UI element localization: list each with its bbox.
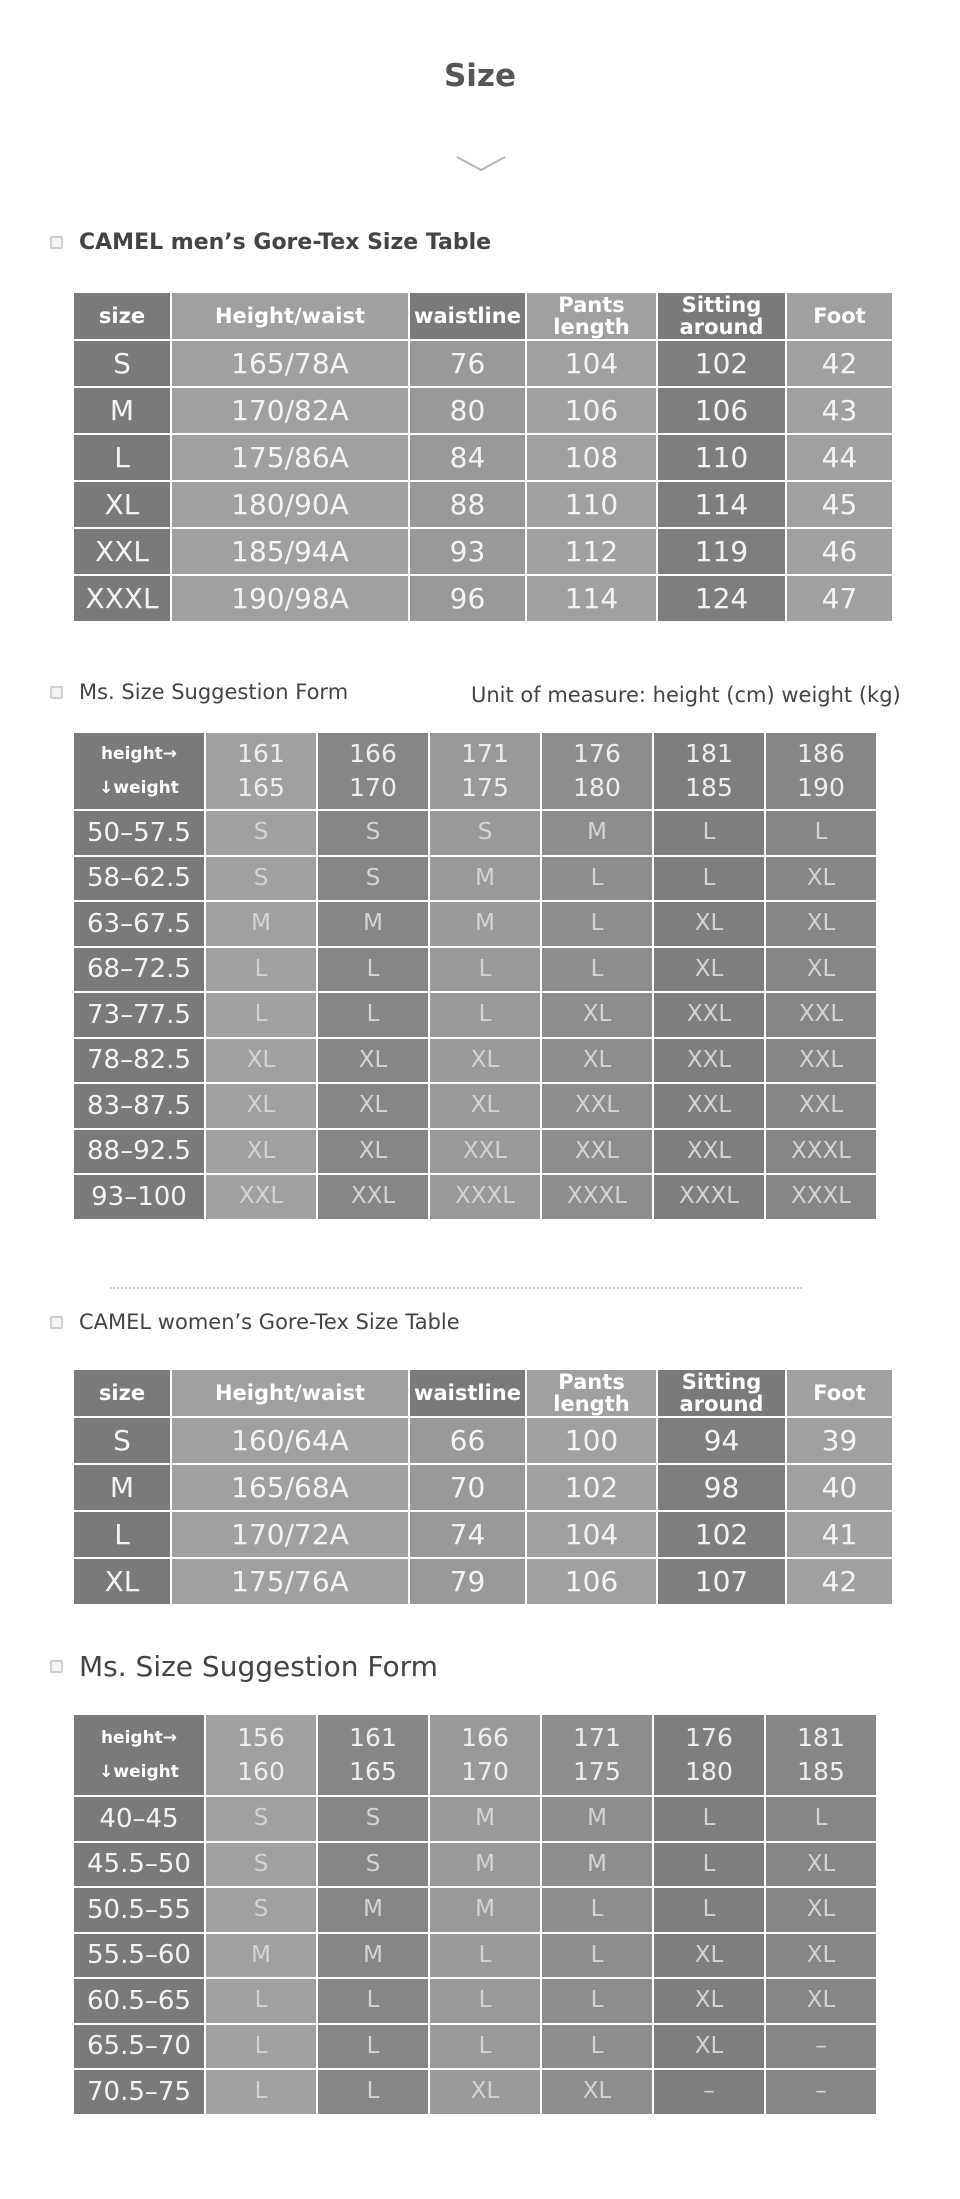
height-range-start: 156 [237,1723,285,1752]
size-suggestion-cell: L [542,902,652,946]
size-suggestion-cell: L [318,2070,428,2114]
header-cell: size [74,293,170,339]
height-range-header [654,1715,764,1795]
height-range-end: 170 [461,1757,509,1786]
table-cell: 96 [410,576,525,621]
height-range-end: 165 [349,1757,397,1786]
size-suggestion-cell: XL [654,948,764,992]
size-suggestion-cell: M [430,1888,540,1932]
size-suggestion-cell: XXXL [766,1130,876,1174]
size-suggestion-cell: L [318,2025,428,2069]
size-suggestion-cell: XL [766,1934,876,1978]
height-range-end: 180 [685,1757,733,1786]
size-suggestion-cell: M [318,1888,428,1932]
height-range-header [206,1715,316,1795]
header-cell [527,293,656,339]
size-suggestion-cell: L [206,993,316,1037]
women-suggestion-table [74,1715,892,2114]
header-cell: Foot [787,1370,892,1416]
section-divider [110,1287,802,1289]
size-suggestion-cell: S [206,857,316,901]
table-cell: 39 [787,1418,892,1463]
size-suggestion-cell: S [206,1888,316,1932]
size-suggestion-cell: XXXL [766,1175,876,1219]
size-suggestion-cell: L [542,857,652,901]
size-suggestion-cell: L [206,2070,316,2114]
size-suggestion-cell: M [206,1934,316,1978]
weight-range-cell: 68–72.5 [74,948,204,992]
table-cell: 160/64A [172,1418,408,1463]
size-suggestion-cell: L [430,1979,540,2023]
table-cell: 47 [787,576,892,621]
size-suggestion-cell: XL [430,1084,540,1128]
header-cell: Height/waist [172,293,408,339]
size-label-cell: S [74,341,170,386]
table-cell: 106 [527,1559,656,1604]
size-suggestion-cell: S [318,1797,428,1841]
table-cell: 112 [527,529,656,574]
size-suggestion-cell: S [206,1843,316,1887]
height-range-header [542,733,652,809]
table-cell: 114 [658,482,785,527]
header-cell [527,1370,656,1416]
table-cell: 180/90A [172,482,408,527]
height-range-start: 186 [797,739,845,768]
size-suggestion-cell: XL [654,2025,764,2069]
height-range-end: 190 [797,773,845,802]
table-cell: 110 [658,435,785,480]
table-cell: 42 [787,341,892,386]
weight-range-cell: 55.5–60 [74,1934,204,1978]
height-range-end: 170 [349,773,397,802]
table-cell: 76 [410,341,525,386]
size-suggestion-cell: M [318,1934,428,1978]
table-cell: 107 [658,1559,785,1604]
size-suggestion-cell: L [654,857,764,901]
men-suggest-title: Ms. Size Suggestion Form [79,680,349,704]
weight-range-cell: 93–100 [74,1175,204,1219]
table-cell: 40 [787,1465,892,1510]
size-label-cell: L [74,1512,170,1557]
height-range-header [766,1715,876,1795]
size-suggestion-cell: L [542,2025,652,2069]
square-bullet-icon [50,686,63,699]
height-axis-label: height→ [100,744,178,764]
size-suggestion-cell: XL [206,1084,316,1128]
size-suggestion-cell: L [318,1979,428,2023]
weight-range-cell: 63–67.5 [74,902,204,946]
size-suggestion-cell: XL [654,1979,764,2023]
table-cell: 175/76A [172,1559,408,1604]
size-suggestion-cell: XXL [430,1130,540,1174]
header-cell [658,1370,785,1416]
size-suggestion-cell: XL [654,1934,764,1978]
header-line: around [679,315,764,339]
size-suggestion-cell: XL [430,2070,540,2114]
height-range-end: 175 [461,773,509,802]
size-label-cell: S [74,1418,170,1463]
table-cell: 108 [527,435,656,480]
table-cell: 42 [787,1559,892,1604]
size-suggestion-cell: XL [206,1130,316,1174]
height-range-start: 176 [685,1723,733,1752]
size-suggestion-cell: L [318,993,428,1037]
table-cell: 190/98A [172,576,408,621]
header-line: Sitting [681,1370,762,1394]
header-line: length [553,315,630,339]
height-range-end: 160 [237,1757,285,1786]
height-range-header [206,733,316,809]
header-cell: Foot [787,293,892,339]
size-suggestion-cell: S [318,1843,428,1887]
height-range-end: 185 [797,1757,845,1786]
size-suggestion-cell: XXL [206,1175,316,1219]
size-suggestion-cell: XL [766,1979,876,2023]
table-cell: 70 [410,1465,525,1510]
table-cell: 104 [527,1512,656,1557]
women-size-table [74,1370,892,1604]
size-label-cell: XXXL [74,576,170,621]
square-bullet-icon [50,1660,63,1673]
size-suggestion-cell: L [206,1979,316,2023]
height-range-header [542,1715,652,1795]
size-suggestion-cell: XXL [542,1084,652,1128]
height-range-header [766,733,876,809]
size-suggestion-cell: XXL [766,1084,876,1128]
size-suggestion-cell: L [430,1934,540,1978]
table-cell: 102 [658,1512,785,1557]
size-suggestion-cell: XL [766,1888,876,1932]
page-title: Size [443,58,517,94]
weight-range-cell: 45.5–50 [74,1843,204,1887]
unit-of-measure-note: Unit of measure: height (cm) weight (kg) [471,683,901,707]
size-suggestion-cell: XL [766,948,876,992]
size-suggestion-cell: L [318,948,428,992]
height-range-start: 171 [461,739,509,768]
size-suggestion-cell: XL [766,902,876,946]
size-label-cell: M [74,1465,170,1510]
size-suggestion-cell: L [206,948,316,992]
weight-range-cell: 50.5–55 [74,1888,204,1932]
height-range-header [318,733,428,809]
size-suggestion-cell: XL [318,1084,428,1128]
table-cell: 93 [410,529,525,574]
table-cell: 165/78A [172,341,408,386]
size-suggestion-cell: L [542,1888,652,1932]
header-line: around [679,1392,764,1416]
size-suggestion-cell: XXL [654,993,764,1037]
size-suggestion-cell: L [766,1797,876,1841]
table-cell: 175/86A [172,435,408,480]
size-suggestion-cell: M [430,902,540,946]
header-line: length [553,1392,630,1416]
header-line: Sitting [681,293,762,317]
table-cell: 102 [658,341,785,386]
men-size-heading [50,230,491,255]
table-cell: 45 [787,482,892,527]
men-suggestion-table [74,733,892,1219]
size-suggestion-cell: L [654,1797,764,1841]
weight-axis-label: ↓weight [99,1762,179,1782]
table-cell: 170/72A [172,1512,408,1557]
weight-range-cell: 73–77.5 [74,993,204,1037]
weight-range-cell: 40–45 [74,1797,204,1841]
size-suggestion-cell: XL [206,1039,316,1083]
header-line: Pants [558,1370,625,1394]
table-cell: 185/94A [172,529,408,574]
size-label-cell: XL [74,482,170,527]
size-suggestion-cell: XL [654,902,764,946]
table-cell: 106 [658,388,785,433]
header-line: Pants [558,293,625,317]
table-cell: 74 [410,1512,525,1557]
table-cell: 44 [787,435,892,480]
header-cell: waistline [410,293,525,339]
square-bullet-icon [50,1316,63,1329]
women-suggest-title: Ms. Size Suggestion Form [79,1650,438,1683]
men-suggest-heading [50,680,348,704]
size-suggestion-cell: XXL [766,1039,876,1083]
table-cell: 104 [527,341,656,386]
size-suggestion-cell: L [542,1979,652,2023]
weight-range-cell: 50–57.5 [74,811,204,855]
height-range-header [430,1715,540,1795]
height-range-start: 161 [349,1723,397,1752]
height-range-start: 176 [573,739,621,768]
size-suggestion-cell: M [318,902,428,946]
size-suggestion-cell: M [542,811,652,855]
size-suggestion-cell: S [430,811,540,855]
size-suggestion-cell: S [206,1797,316,1841]
weight-range-cell: 60.5–65 [74,1979,204,2023]
size-suggestion-cell: M [542,1843,652,1887]
table-cell: 102 [527,1465,656,1510]
size-label-cell: XL [74,1559,170,1604]
size-suggestion-cell: XL [542,2070,652,2114]
table-cell: 165/68A [172,1465,408,1510]
size-suggestion-cell: XL [766,1843,876,1887]
women-size-heading [50,1310,460,1334]
height-range-end: 185 [685,773,733,802]
header-cell: size [74,1370,170,1416]
height-range-end: 175 [573,1757,621,1786]
table-cell: 79 [410,1559,525,1604]
size-suggestion-cell: XXXL [542,1175,652,1219]
size-suggestion-cell: XXL [766,993,876,1037]
size-suggestion-cell: – [654,2070,764,2114]
size-suggestion-cell: – [766,2070,876,2114]
size-suggestion-cell: XXL [654,1130,764,1174]
table-cell: 98 [658,1465,785,1510]
weight-range-cell: 78–82.5 [74,1039,204,1083]
height-range-start: 166 [349,739,397,768]
weight-range-cell: 83–87.5 [74,1084,204,1128]
size-suggestion-cell: XXXL [654,1175,764,1219]
header-cell: Height/waist [172,1370,408,1416]
size-label-cell: M [74,388,170,433]
height-axis-label: height→ [100,1728,178,1748]
weight-axis-label: ↓weight [99,778,179,798]
weight-range-cell: 70.5–75 [74,2070,204,2114]
height-range-start: 161 [237,739,285,768]
square-bullet-icon [50,236,63,249]
height-range-end: 165 [237,773,285,802]
size-suggestion-cell: L [430,2025,540,2069]
women-suggest-heading [50,1650,438,1683]
corner-header-cell [74,1715,204,1795]
size-suggestion-cell: XL [542,1039,652,1083]
size-suggestion-cell: XL [318,1130,428,1174]
height-range-header [318,1715,428,1795]
size-suggestion-cell: S [318,811,428,855]
size-suggestion-cell: XXL [542,1130,652,1174]
table-cell: 119 [658,529,785,574]
weight-range-cell: 65.5–70 [74,2025,204,2069]
table-cell: 66 [410,1418,525,1463]
size-suggestion-cell: L [542,948,652,992]
size-label-cell: L [74,435,170,480]
size-suggestion-cell: S [318,857,428,901]
size-suggestion-cell: XL [318,1039,428,1083]
height-range-start: 181 [797,1723,845,1752]
weight-range-cell: 88–92.5 [74,1130,204,1174]
size-suggestion-cell: M [430,1797,540,1841]
table-cell: 88 [410,482,525,527]
table-cell: 170/82A [172,388,408,433]
height-range-start: 181 [685,739,733,768]
corner-header-cell [74,733,204,809]
size-suggestion-cell: L [206,2025,316,2069]
size-suggestion-cell: XXXL [430,1175,540,1219]
size-suggestion-cell: L [430,993,540,1037]
size-suggestion-cell: L [542,1934,652,1978]
table-cell: 94 [658,1418,785,1463]
size-suggestion-cell: XL [430,1039,540,1083]
men-size-title: CAMEL men’s Gore-Tex Size Table [79,230,492,255]
table-cell: 43 [787,388,892,433]
header-cell [658,293,785,339]
table-cell: 106 [527,388,656,433]
table-cell: 100 [527,1418,656,1463]
size-suggestion-cell: M [430,1843,540,1887]
header-cell: waistline [410,1370,525,1416]
table-cell: 124 [658,576,785,621]
table-cell: 80 [410,388,525,433]
women-size-title: CAMEL women’s Gore-Tex Size Table [79,1310,460,1334]
size-label-cell: XXL [74,529,170,574]
table-cell: 46 [787,529,892,574]
size-suggestion-cell: S [206,811,316,855]
table-cell: 41 [787,1512,892,1557]
size-suggestion-cell: M [542,1797,652,1841]
men-size-table [74,293,892,621]
chevron-down-icon [455,155,507,173]
height-range-header [654,733,764,809]
size-suggestion-cell: XXL [654,1039,764,1083]
table-cell: 110 [527,482,656,527]
height-range-end: 180 [573,773,621,802]
size-suggestion-cell: M [430,857,540,901]
size-suggestion-cell: L [654,1843,764,1887]
height-range-start: 171 [573,1723,621,1752]
weight-range-cell: 58–62.5 [74,857,204,901]
table-cell: 84 [410,435,525,480]
size-suggestion-cell: XL [542,993,652,1037]
size-suggestion-cell: L [766,811,876,855]
height-range-start: 166 [461,1723,509,1752]
table-cell: 114 [527,576,656,621]
size-suggestion-cell: XL [766,857,876,901]
size-suggestion-cell: XXL [654,1084,764,1128]
size-suggestion-cell: M [206,902,316,946]
size-suggestion-cell: L [654,811,764,855]
height-range-header [430,733,540,809]
size-suggestion-cell: – [766,2025,876,2069]
size-suggestion-cell: L [654,1888,764,1932]
size-suggestion-cell: L [430,948,540,992]
size-suggestion-cell: XXL [318,1175,428,1219]
